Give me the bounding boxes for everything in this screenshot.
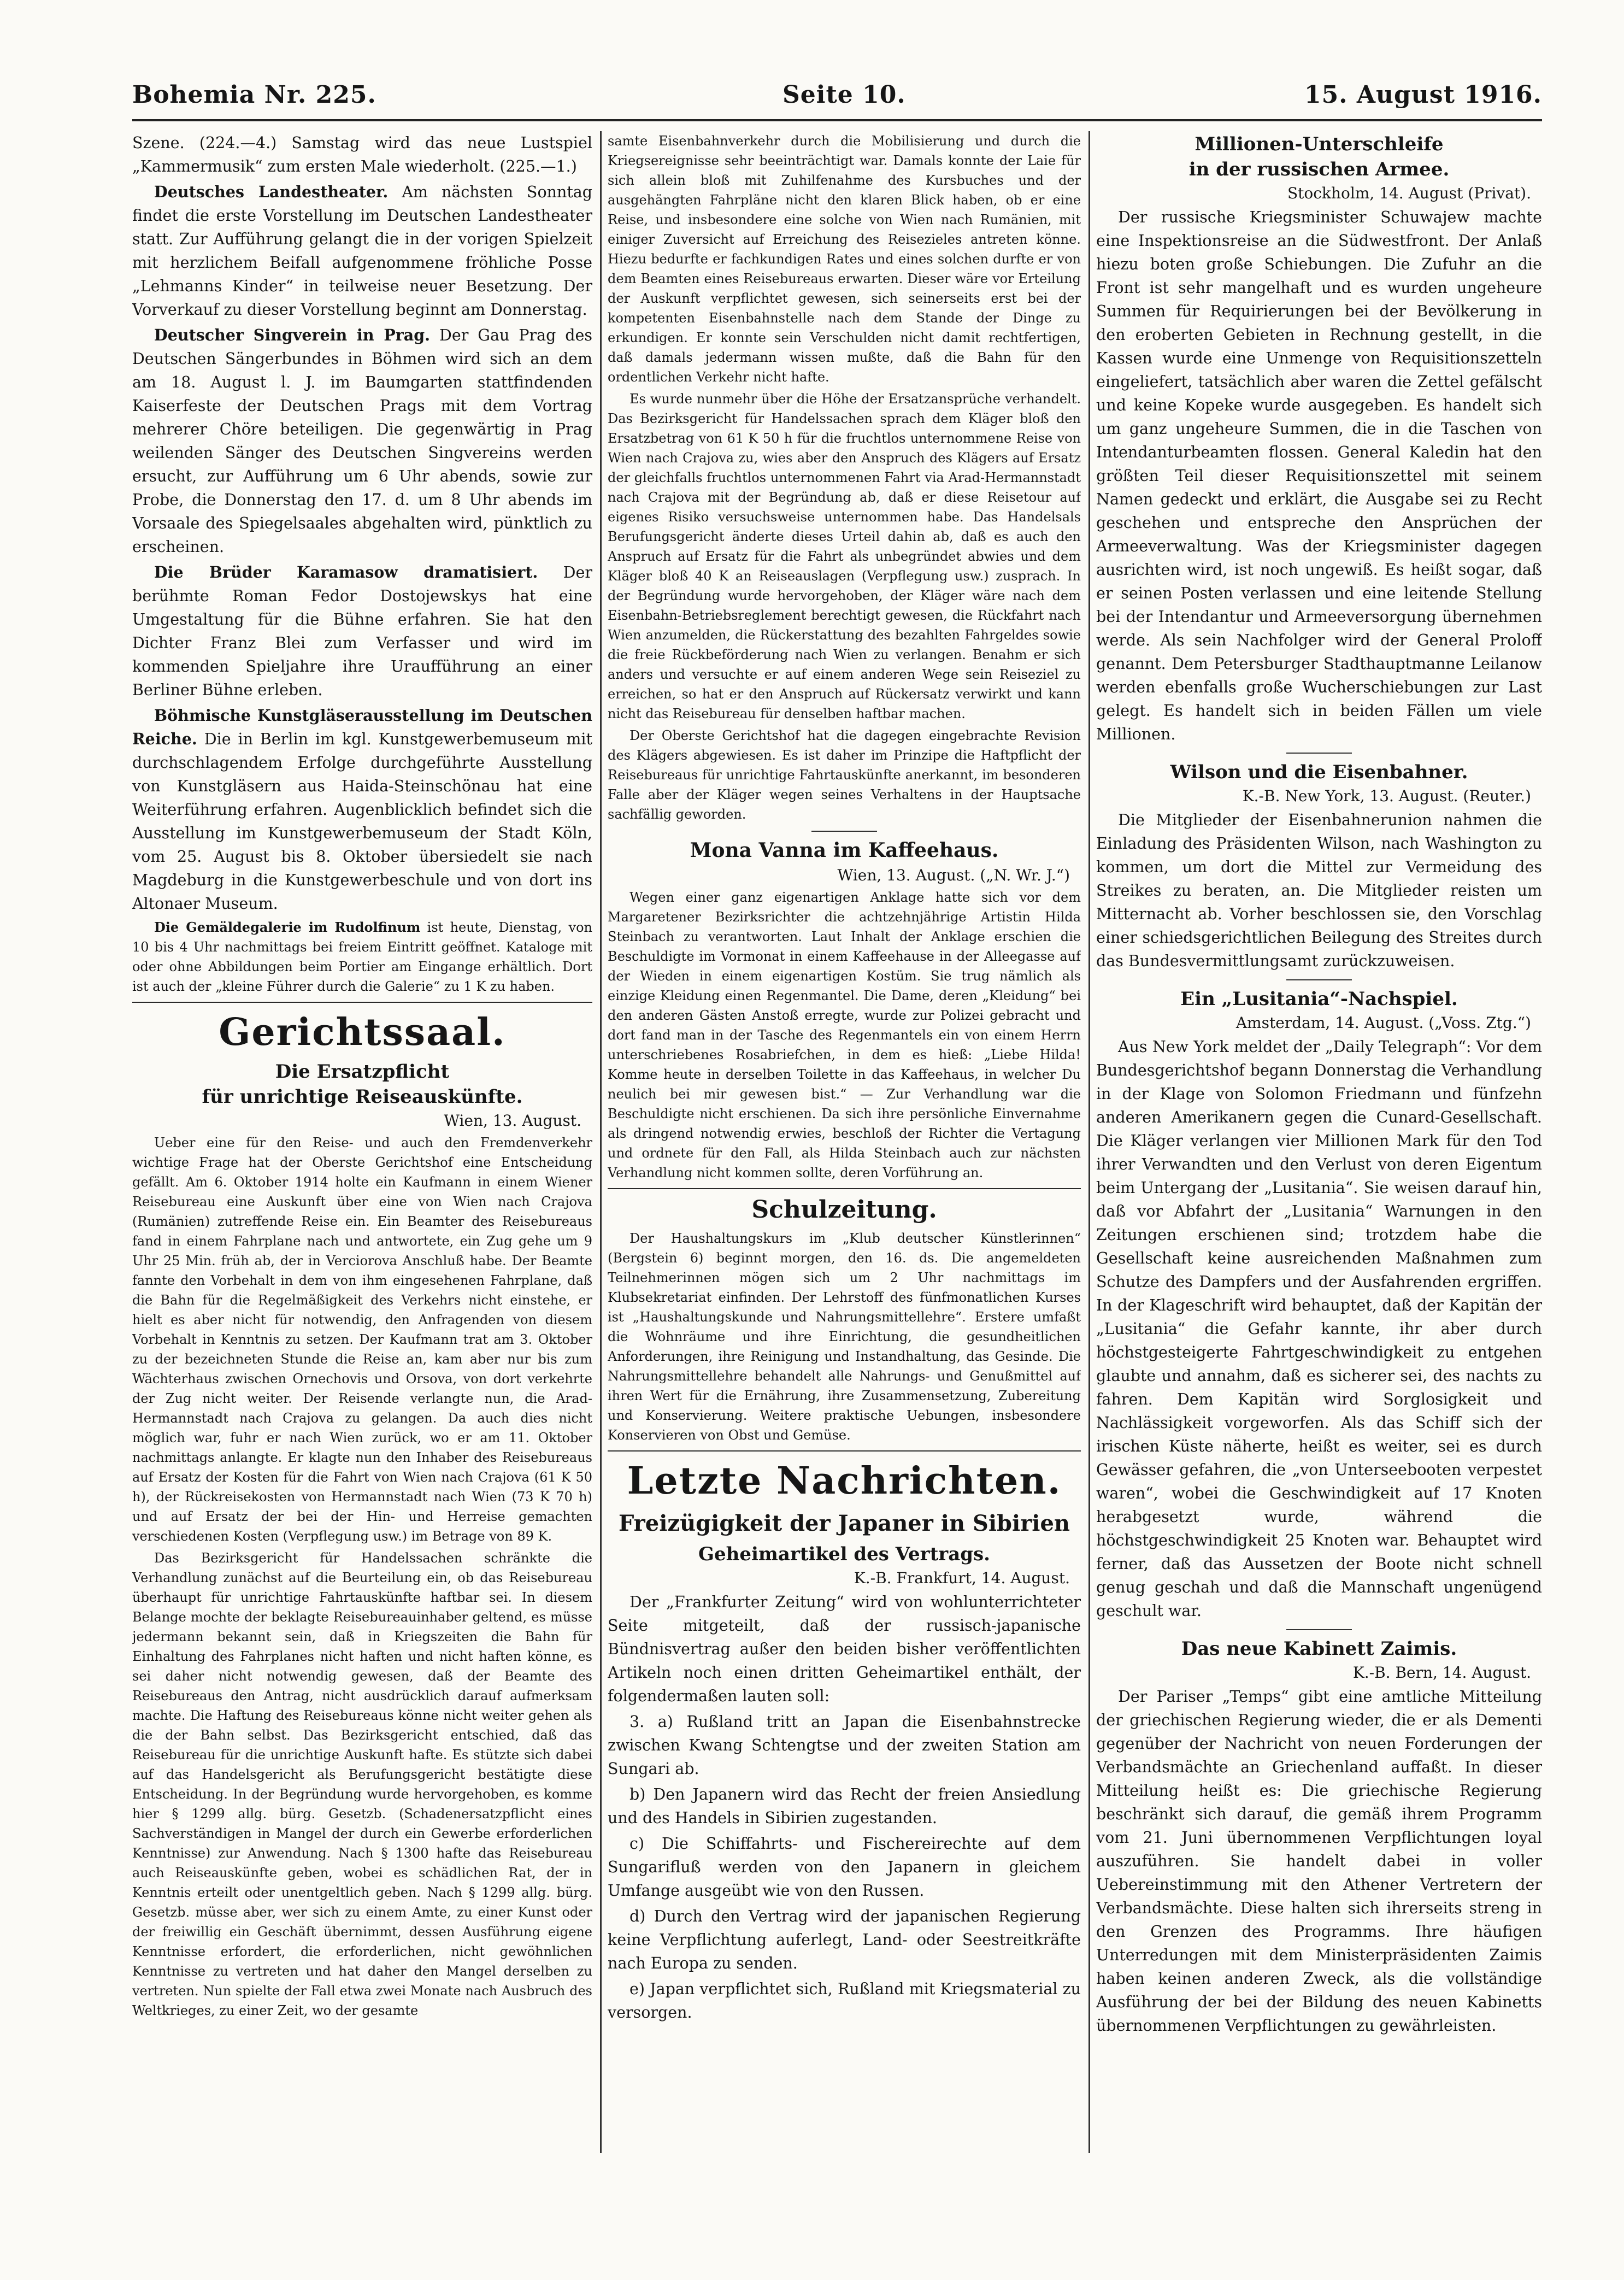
paragraph: Aus New York meldet der „Daily Telegraph“: Vor dem Bundesgerichtshof begann Donnerstag die Verhandlung in der Klage von Solomon Friedmann und fünfzehn anderen Amerikanern gegen die Cunard-Gesellschaft. Die Kläger verlangen vier Millionen Mark für den Tod ihrer Verwandten und den Verlust von deren Eigentum beim Untergang der „Lusitania“. Sie weisen darauf hin, daß vor Abfahrt der „Lusitania“ Warnungen in den Zeitungen erschienen sind; trotzdem habe die Gesellschaft keine ausreichenden Maßnahmen zum Schutze des Dampfers und der Ausfahrenden ergriffen. In der Klageschrift wird behauptet, daß der Kapitän der „Lusitania“ die Gefahr kannte, ihr aber durch höchstgesteigerte Fahrtgeschwindigkeit zu entgehen glaubte und annahm, daß es sicherer sei, des nachts zu fahren. Dem Kapitän wird Sorglosigkeit und Nachlässigkeit vorgeworfen. Als das Schiff sich der irischen Küste näherte, heißt es weiter, sei es durch Gewässer gefahren, die „von Unterseebooten verpestet waren“, wobei die Geschwindigkeit auf 17 Knoten herabgesetzt wurde, während die höchstgeschwindigkeit 25 Knoten war. Behauptet wird ferner, daß das Aussetzen der Boote nicht schnell genug geschah und daß die Mannschaft ungenügend geschult war. — [1096, 1038, 1542, 1620]
article-dateline: Amsterdam, 14. August. („Voss. Ztg.“) — [1235, 1014, 1531, 1032]
article-headline: Freizügigkeit der Japaner in Sibirien — [618, 1511, 1070, 1536]
paragraph-title: Die Brüder Karamasow dramatisiert. — [154, 563, 538, 581]
section-heading: Gerichtssaal. — [219, 1010, 506, 1054]
paragraph-body: ist heute, Dienstag, von 10 bis 4 Uhr nachmittags bei freiem Eintritt geöffnet. Kataloge mit oder ohne Abbildungen beim Portier am Eingange erhältlich. Dort ist auch der „kleine Führer durch die Galerie“ zu 1 K zu haben. — [132, 920, 592, 994]
article-headline: Mona Vanna im Kaffeehaus. — [690, 839, 999, 862]
separator — [811, 831, 877, 832]
article-dateline: K.-B. Bern, 14. August. — [1352, 1664, 1531, 1682]
separator — [1286, 1629, 1352, 1630]
page-header — [132, 81, 1542, 119]
article-dateline: K.-B. Frankfurt, 14. August. — [854, 1569, 1070, 1587]
paragraph: Der Pariser „Temps“ gibt eine amtliche Mitteilung der griechischen Regierung wieder, die er als Dementi gegenüber der Nachricht von neuen Forderungen der Verbandsmächte an Griechenland auffaßt. In dieser Mitteilung heißt es: Die griechische Regierung beschränkt sich darauf, die gemäß ihrem Programm vom 21. Juni übernommenen Verpflichtungen loyal auszuführen. Sie handelt dabei in voller Uebereinstimmung mit den Athener Vertretern der Verbandsmächte. Diese halten sich ihrerseits streng in den Grenzen des Programms. Ihre häufigen Unterredungen mit dem Ministerpräsidenten Zaimis haben keinen anderen Zweck, als die vollständige Ausführung der bei der Bildung des neuen Kabinetts übernommenen Verpflichtungen zu gewährleisten. — [1096, 1688, 1542, 2035]
article-headline: Die Ersatzpflicht — [275, 1061, 450, 1083]
article-headline: Wilson und die Eisenbahner. — [1170, 761, 1468, 783]
paragraph: 3. a) Rußland tritt an Japan die Eisenbahnstrecke zwischen Kwang Schtengtse und der zweiten Station am Sungari ab. — [608, 1713, 1081, 1778]
paragraph: samte Eisenbahnverkehr durch die Mobilisierung und durch die Kriegsereignisse sehr beeinträchtigt war. Damals konnte der Laie für sich allein bloß mit Zuhilfenahme des Kursbuches und der ausgehängten Fahrpläne nicht den klaren Blick haben, ob er eine Reise, und insbesondere eine solche von Wien nach Rumänien, mit einiger Zuversicht auf Erreichung des Reisezieles antreten könne. Hiezu bedurfte er fachkundigen Rates und eines solchen durfte er von dem Beamten eines Reisebureaus erwarten. Dieser wäre vor Erteilung der Auskunft verpflichtet gewesen, sich seinerseits erst bei der kompetenten Eisenbahnstelle nach dem Stande der Dinge zu erkundigen. Er konnte sein Verschulden nicht damit rechtfertigen, daß damals jedermann wissen mußte, daß die Bahn für den ordentlichen Verkehr nicht hafte. — [608, 133, 1081, 385]
article-subheadline: Geheimartikel des Vertrags. — [698, 1543, 990, 1565]
column-divider-1 — [600, 131, 602, 2153]
paragraph: Der russische Kriegsminister Schuwajew machte eine Inspektionsreise an die Südwestfront. Der Anlaß hiezu boten große Schiebungen. Die Zufuhr an die Front ist sehr mangelhaft und es wurden ungeheure Summen für Requirierungen bei der Bevölkerung in den eroberten Gebieten in Rechnung gestellt, in die Kassen wurde eine Unmenge von Requisitionszetteln eingeliefert, tatsächlich aber waren die Zettel gefälscht und keine Kopeke wurde ausgegeben. Es handelt sich um ganz ungeheure Summen, die in die Taschen von Intendanturbeamten flossen. General Kaledin hat den größten Teil dieser Requisitionszettel mit seinem Namen gedeckt und erklärt, die Ausgabe sei zu Recht geschehen und entspreche den Ansprüchen der Armeeverwaltung. Was der Kriegsminister dagegen ausrichten wird, ist noch ungewiß. Es heißt sogar, daß er seinen Posten verlassen und eine leitende Stellung bei der Intendantur und Armeeversorgung übernehmen werde. Als sein Nachfolger wird der General Proloff genannt. Dem Petersburger Stadthauptmanne Leilanow werden ebenfalls große Wucherschiebungen zur Last gelegt. Es handelt sich in beiden Fällen um viele Millionen. — [1096, 208, 1542, 743]
paragraph-body: Der berühmte Roman Fedor Dostojewskys hat eine Umgestaltung für die Bühne erfahren. Sie hat den Dichter Franz Blei zum Verfasser und wird im kommenden Spieljahre ihre Uraufführung an einer Berliner Bühne erleben. — [132, 563, 592, 699]
section-rule — [608, 1188, 1081, 1189]
separator — [1286, 979, 1352, 980]
paragraph-title: Die Gemäldegalerie im Rudolfinum — [154, 919, 421, 935]
separator — [1286, 753, 1352, 754]
paragraph: Die Mitglieder der Eisenbahnerunion nahmen die Einladung des Präsidenten Wilson, nach Washington zu kommen, um dort die Mittel zur Vermeidung des Streikes zu beraten, an. Die Mitglieder reisten um Mitternacht ab. Vorher beschlossen sie, den Vorschlag einer schiedsgerichtlichen Beilegung des Streites durch das Bundesvermittlungsamt zurückzuweisen. — [1096, 811, 1542, 970]
paragraph: b) Den Japanern wird das Recht der freien Ansiedlung und des Handels in Sibirien zugestanden. — [608, 1785, 1081, 1827]
paragraph — [132, 918, 592, 996]
article-headline: Das neue Kabinett Zaimis. — [1181, 1638, 1457, 1660]
paragraph-title: Böhmische Kunstgläserausstellung im Deutschen Reiche. — [132, 706, 592, 748]
paragraph — [132, 704, 592, 915]
section-rule — [132, 1002, 592, 1003]
section-rule — [608, 1450, 1081, 1452]
paragraph: Der Haushaltungskurs im „Klub deutscher Künstlerinnen“ (Bergstein 6) beginnt morgen, den 16. ds. Die angemeldeten Teilnehmerinnen mögen sich um 2 Uhr nachmittags im Klubsekretariat einfinden. Der Lehrstoff des fünfmonatlichen Kurses ist „Haushaltungskunde und Nahrungsmittellehre“. Erstere umfaßt die Wohnräume und ihre Einrichtung, die gesundheitlichen Anforderungen, ihre Reinigung und Instandhaltung, das Gesinde. Die Nahrungsmittellehre behandelt alle Nahrungs- und Genußmittel auf ihren Wert für die Ernährung, ihre Zusammensetzung, Zubereitung und Konservierung. Weitere praktische Uebungen, insbesondere Konservieren von Obst und Gemüse. — [608, 1231, 1081, 1443]
paragraph: Der Oberste Gerichtshof hat die dagegen eingebrachte Revision des Klägers abgewiesen. Es ist daher im Prinzipe die Haftpflicht der Reisebureaus für unrichtige Fahrtauskünfte anerkannt, im besonderen Falle aber der Kläger wegen seines Verhaltens in der Hauptsache sachfällig geworden. — [608, 728, 1081, 822]
section-heading: Schulzeitung. — [751, 1196, 937, 1224]
header-rule — [132, 119, 1542, 121]
column-2 — [608, 131, 1081, 2153]
paragraph: Das Bezirksgericht für Handelssachen schränkte die Verhandlung zunächst auf die Beurteilung ein, ob das Reisebureau überhaupt für unrichtige Fahrtauskünfte haftbar sei. In diesem Belange mochte der beklagte Reisebureauinhaber geltend, es müsse jedermann bekannt sein, daß in Kriegszeiten die Bahn für Einhaltung des Fahrplanes nicht haften und nicht haften könne, es sei daher nicht notwendig gewesen, daß der Beamte des Reisebureaus den Antrag, nicht ausdrücklich darauf aufmerksam machte. Die Haftung des Reisebureaus könne nicht weiter gehen als die der Bahn selbst. Das Bezirksgericht entschied, daß das Reisebureau für die unrichtige Auskunft hafte. Es stützte sich dabei auf das Handelsgericht als Berufungsgericht bestätigte diese Entscheidung. In der Begründung wurde hervorgehoben, es komme hier § 1299 allg. bürg. Gesetzb. (Schadenersatzpflicht eines Sachverständigen in Mangel der durch ein Gewerbe erforderlichen Kenntnisse) zur Anwendung. Nach § 1300 hafte das Reisebureau auch Reiseauskünfte geben, wobei es schädlichen Rat, der in Kenntnis erteilt oder unentgeltlich geben. Nach § 1299 allg. bürg. Gesetzb. müsse aber, wer sich zu einem Amte, zu einer Kunst oder der freiwillig ein Geschäft übernimmt, dessen Ausführung eigene Kenntnisse erfordert, die erforderlichen, nicht gewöhnlichen Kenntnisse zu vertreten und hat daher den Mangel derselben zu vertreten. Nun spielte der Fall etwa zwei Monate nach Ausbruch des Weltkrieges, zu einer Zeit, wo der gesamte — [132, 1550, 592, 2018]
article-dateline: Wien, 13. August. — [444, 1112, 581, 1130]
column-1 — [132, 131, 592, 2153]
paragraph: Ueber eine für den Reise- und auch den Fremdenverkehr wichtige Frage hat der Oberste Gerichtshof eine Entscheidung gefällt. Am 6. Oktober 1914 holte ein Kaufmann in einem Wiener Reisebureau eine Auskunft über eine von Wien nach Crajova (Rumänien) zutreffende Reise ein. Ein Beamter des Reisebureaus fand in einem Fahrplane nach und antwortete, ein Zug gehe um 9 Uhr 25 Min. früh ab, der in Verciorova Anschluß habe. Der Beamte fannte den Vorbehalt in dem von ihm eingesehenen Fahrplane, daß die Bahn für die Regelmäßigkeit des Verkehrs nicht einstehe, er hielt es aber nicht für notwendig, den Anfragenden von diesem Vorbehalt in Kenntnis zu setzen. Der Kaufmann trat am 3. Oktober zu der bezeichneten Stunde die Reise an, kam aber nur bis zum Wächterhaus zwischen Ornechovis und Orsova, von dort verkehrte der Zug nicht weiter. Der Reisende verlangte nun, die Arad-Hermannstadt nach Crajova zu gelangen. Da auch dies nicht möglich war, fuhr er nach Wien zurück, wo er am 11. Oktober nachmittags anlangte. Er klagte nun den Inhaber des Reisebureaus auf Ersatz der Kosten für die Fahrt von Wien nach Crajova (61 K 50 h), der Rückreisekosten von Hermannstadt nach Wien (73 K 70 h) und auf Ersatz der bei der Hin- und Herreise gemachten verschiedenen Kosten (Verpflegung usw.) im Betrage von 89 K. — [132, 1135, 592, 1544]
paragraph — [132, 561, 592, 702]
paragraph: Szene. (224.—4.) Samstag wird das neue Lustspiel „Kammermusik“ zum ersten Male wiederholt. (225.—1.) — [132, 134, 592, 175]
paragraph-body: Am nächsten Sonntag findet die erste Vorstellung im Deutschen Landestheater statt. Zur Aufführung gelangt die in der vorigen Spielzeit mit herzlichem Beifall aufgenommene fröhliche Posse „Lehmanns Kinder“ in teilweise neuer Besetzung. Der Vorverkauf zu dieser Vorstellung beginnt am Donnerstag. — [132, 183, 592, 319]
paragraph-body: Der Gau Prag des Deutschen Sängerbundes in Böhmen wird sich an dem am 18. August l. J. im Baumgarten stattfindenden Kaiserfeste der Deutschen Prags mit dem Vortrag mehrerer Chöre beteiligen. Die gegenwärtig in Prag weilenden Sänger des Deutschen Singvereins werden ersucht, zur Aufführung um 6 Uhr abends, sowie zur Probe, die Donnerstag den 17. d. um 8 Uhr abends im Vorsaale des Spiegelsaales abgehalten wird, pünktlich zu erscheinen. — [132, 326, 592, 556]
paragraph-body: Die in Berlin im kgl. Kunstgewerbemuseum mit durchschlagendem Erfolge durchgeführte Ausstellung von Kunstgläsern aus Haida-Steinschönau hat eine Weiterführung erfahren. Augenblicklich befindet sich die Ausstellung im Kunstgewerbemuseum der Stadt Köln, vom 25. August bis 8. Oktober übersiedelt sie nach Magdeburg in die Kunstgewerbeschule und von dort ins Altonaer Museum. — [132, 730, 592, 913]
paragraph: d) Durch den Vertrag wird der japanischen Regierung keine Verpflichtung auferlegt, Land- oder Seestreitkräfte nach Europa zu senden. — [608, 1907, 1081, 1972]
paragraph — [132, 324, 592, 559]
article-headline: Millionen-Unterschleife — [1195, 133, 1444, 155]
header-page-number: Seite 10. — [782, 81, 906, 109]
paragraph: Wegen einer ganz eigenartigen Anklage hatte sich vor dem Margaretener Bezirksrichter die achtzehnjährige Artistin Hilda Steinbach zu verantworten. Laut Inhalt der Anklage erschien die Beschuldigte im Vormonat in einem Kaffeehause in der Alleegasse auf der Wieden in einem eigenartigen Kostüm. Sie trug nämlich als einzige Kleidung einen Regenmantel. Die Dame, deren „Kleidung“ bei den anderen Gästen Anstoß erregte, wurde zur Polizei gebracht und dort fand man in der Tasche des Regenmantels ein von einem Herrn unterschriebenes Rosabriefchen, in dem es hieß: „Liebe Hilda! Komme heute in derselben Toilette in das Kaffeehaus, in welcher Du neulich bei mir gewesen bist.“ — Zur Verhandlung war die Beschuldigte nicht erschienen. Da sich ihre persönliche Einvernahme als dringend notwendig erwies, beschloß der Richter die Vertagung und ordnete für den Fall, als Hilda Steinbach auch zur nächsten Verhandlung nicht kommen sollte, deren Vorführung an. — [608, 890, 1081, 1180]
section-heading: Letzte Nachrichten. — [627, 1459, 1062, 1503]
column-divider-2 — [1088, 131, 1090, 2153]
paragraph: Der „Frankfurter Zeitung“ wird von wohlunterrichteter Seite mitgeteilt, daß der russisch-japanische Bündnisvertrag außer den beiden bisher veröffentlichten Artikeln noch einen dritten Geheimartikel enthält, der folgendermaßen lauten soll: — [608, 1593, 1081, 1705]
paragraph: Es wurde nunmehr über die Höhe der Ersatzansprüche verhandelt. Das Bezirksgericht für Handelssachen sprach dem Kläger bloß den Ersatzbetrag von 61 K 50 h für die fruchtlos unternommene Reise von Wien nach Crajova zu, wies aber den Anspruch des Klägers auf Ersatz der gleichfalls fruchtlos unternommenen Fahrt via Arad-Hermannstadt nach Crajova mit der Begründung ab, daß er diese Reisetour auf eigenes Risiko versuchsweise unternommen habe. Das Handelsals Berufungsgericht änderte dieses Urteil dahin ab, daß es auch den Anspruch auf Ersatz für die Fahrt als unbegründet abwies und dem Kläger bloß 40 K an Reiseauslagen (Verpflegung usw.) zusprach. In der Begründung wurde hervorgehoben, der Kläger wäre nach dem Eisenbahn-Betriebsreglement berechtigt gewesen, die Rückfahrt nach Wien anzumelden, die Rückerstattung des bezahlten Fahrgeldes sowie die freie Rückbeförderung nach Wien zu verlangen. Benahm er sich anders und versuchte er auf einem anderen Wege sein Reiseziel zu erreichen, so hat er den Anspruch auf Rückersatz verwirkt und kann nicht das Reisebureau für denselben haftbar machen. — [608, 391, 1081, 721]
paragraph: e) Japan verpflichtet sich, Rußland mit Kriegsmaterial zu versorgen. — [608, 1980, 1081, 2022]
paragraph — [132, 180, 592, 321]
article-subheadline: in der russischen Armee. — [1188, 158, 1450, 180]
header-date: 15. August 1916. — [1304, 81, 1542, 109]
paragraph-title: Deutsches Landestheater. — [154, 183, 389, 201]
article-headline: Ein „Lusitania“-Nachspiel. — [1180, 988, 1458, 1010]
article-dateline: Stockholm, 14. August (Privat). — [1287, 184, 1531, 202]
column-3 — [1096, 131, 1542, 2153]
article-dateline: K.-B. New York, 13. August. (Reuter.) — [1242, 787, 1531, 805]
header-issue: Bohemia Nr. 225. — [132, 81, 376, 109]
article-subheadline: für unrichtige Reiseauskünfte. — [202, 1086, 523, 1108]
paragraph: c) Die Schiffahrts- und Fischereirechte auf dem Sungarifluß werden von den Japanern in gleichem Umfange ausgeübt wie von den Russen. — [608, 1835, 1081, 1900]
article-dateline: Wien, 13. August. („N. Wr. J.“) — [837, 866, 1070, 884]
paragraph-title: Deutscher Singverein in Prag. — [154, 326, 431, 344]
